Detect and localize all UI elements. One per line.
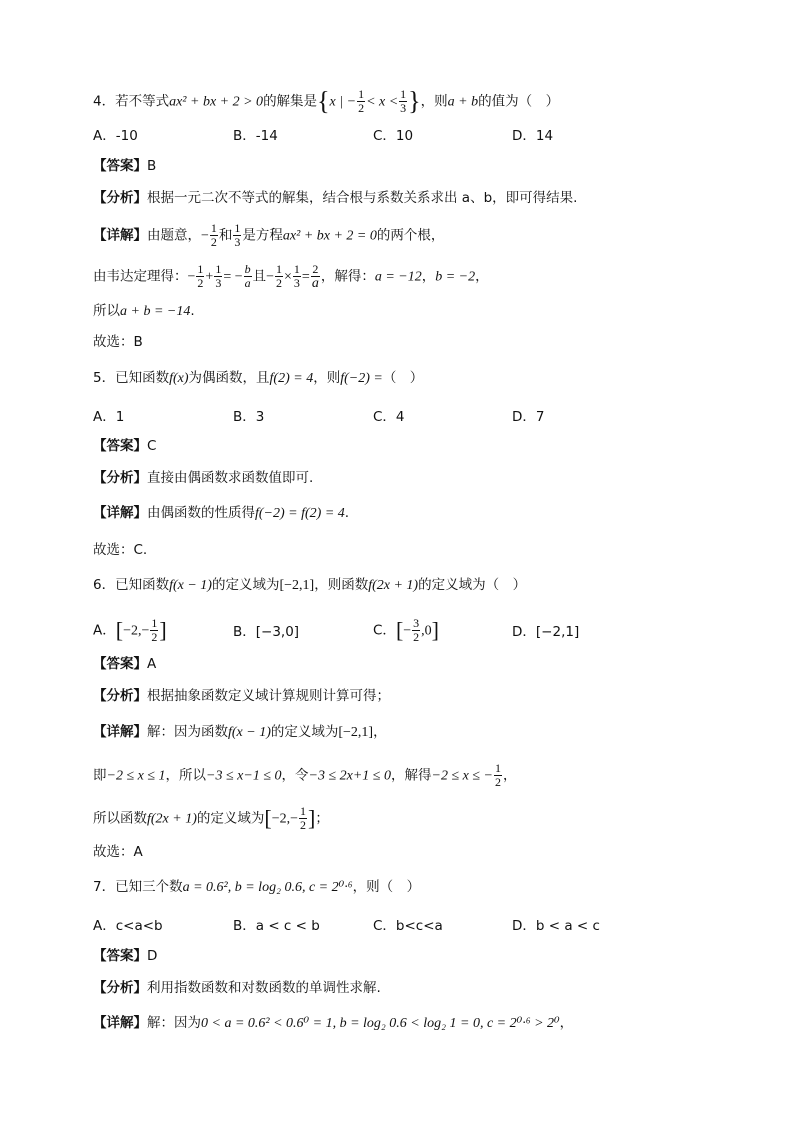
q4-stem-text-2: 的解集是 — [263, 93, 318, 110]
q5-answer: 【答案】C — [93, 438, 157, 454]
q7-option-d: D．b < a < c — [512, 918, 600, 934]
q5-option-b: B．3 — [233, 409, 265, 425]
q4-set-third: $\frac{1}{3}$ — [400, 87, 407, 115]
q7-analysis: 【分析】利用指数函数和对数函数的单调性求解. — [93, 980, 381, 996]
q6-analysis: 【分析】根据抽象函数定义域计算规则计算可得； — [93, 688, 390, 704]
q4-option-c: C．10 — [373, 128, 414, 144]
q4-option-d: D．14 — [512, 128, 554, 144]
q4-set-close-brace: } — [408, 86, 421, 116]
q5-detail: 【详解】由偶函数的性质得f(−2) = f(2) = 4. — [93, 505, 350, 521]
q5-option-d: D．7 — [512, 409, 545, 425]
q4-sum: 所以a + b = −14. — [93, 303, 195, 319]
q6-option-c: C．[− $\frac{3}{2}$ ,0] — [373, 616, 439, 644]
q4-choose: 故选：B — [93, 334, 143, 350]
q4-option-a: A．-10 — [93, 128, 138, 144]
q4-inequality: ax² + bx + 2 > 0 — [169, 94, 264, 110]
q6-detail: 【详解】解：因为函数f(x − 1)的定义域为[−2,1]， — [93, 724, 387, 740]
q6-option-d: D．[−2,1] — [512, 624, 580, 640]
q4-stem-text-3: ，则 — [420, 93, 448, 110]
q4-set-open-brace: { — [317, 86, 330, 116]
q4-vieta: 由韦达定理得：− $\frac{1}{2}$ + $\frac{1}{3}$ = − $\frac{b}{a}$ 且− $\frac{1}{2}$ × $\frac{1}{3}$ = $\frac{2}{a}$ ，解得：a = −12，b = −2， — [93, 262, 489, 291]
q5-stem: 5．已知函数f(x)为偶函数，且f(2) = 4，则f(−2) =（ ） — [93, 370, 424, 386]
q6-answer: 【答案】A — [93, 656, 157, 672]
q5-choose: 故选：C. — [93, 542, 148, 558]
q7-answer: 【答案】D — [93, 948, 158, 964]
q5-option-c: C．4 — [373, 409, 405, 425]
q5-option-a: A．1 — [93, 409, 125, 425]
q6-line3: 所以函数f(2x + 1)的定义域为[−2,− $\frac{1}{2}$ ]； — [93, 804, 329, 832]
q7-stem: 7．已知三个数a = 0.6², b = log₂ 0.6, c = 2⁰·⁶，则（ ） — [93, 879, 421, 895]
q6-stem: 6．已知函数f(x − 1)的定义域为[−2,1]，则函数f(2x + 1)的定义域为（ ） — [93, 577, 527, 593]
q4-option-b: B．-14 — [233, 128, 278, 144]
q7-detail: 【详解】解：因为0 < a = 0.6² < 0.6⁰ = 1, b = log₂ 0.6 < log₂ 1 = 0, c = 2⁰·⁶ > 2⁰， — [93, 1015, 574, 1031]
q7-option-c: C．b<c<a — [373, 918, 443, 934]
q6-option-a: A．[−2,− $\frac{1}{2}$ ] — [93, 616, 167, 644]
q5-analysis: 【分析】直接由偶函数求函数值即可. — [93, 470, 314, 486]
q4-stem-text: 4．若不等式 — [93, 93, 170, 110]
q4-stem-text-4: 的值为（ ） — [478, 93, 560, 110]
q6-option-b: B．[−3,0] — [233, 624, 300, 640]
q4-set-half: $\frac{1}{2}$ — [358, 87, 365, 115]
q4-set-mid: < x < — [366, 94, 399, 110]
q4-analysis: 【分析】根据一元二次不等式的解集，结合根与系数关系求出 a、b，即可得结果. — [93, 190, 578, 206]
q4-detail: 【详解】由题意，− $\frac{1}{2}$ 和 $\frac{1}{3}$ 是方程ax² + bx + 2 = 0的两个根， — [93, 221, 445, 249]
q6-line2: 即−2 ≤ x ≤ 1，所以−3 ≤ x−1 ≤ 0，令−3 ≤ 2x+1 ≤ 0，解得−2 ≤ x ≤ − $\frac{1}{2}$ ， — [93, 761, 517, 789]
q6-choose: 故选：A — [93, 844, 143, 860]
q4-answer: 【答案】B — [93, 158, 157, 174]
q7-option-a: A．c<a<b — [93, 918, 163, 934]
q4-set-x: x | − — [329, 94, 357, 110]
q4-ab-sum: a + b — [447, 94, 479, 110]
q7-option-b: B．a < c < b — [233, 918, 320, 934]
q4-stem — [93, 88, 559, 115]
